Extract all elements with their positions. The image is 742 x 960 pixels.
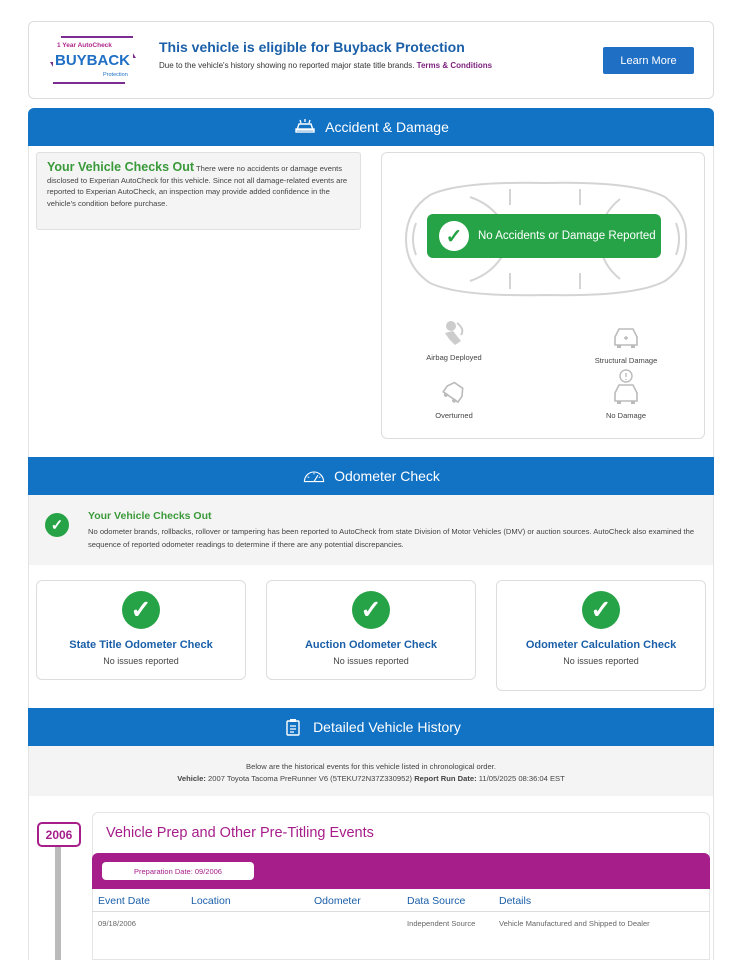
car-crash-icon: [293, 118, 317, 136]
run-date-label: Report Run Date:: [414, 773, 477, 783]
terms-conditions-link[interactable]: Terms & Conditions: [416, 61, 493, 70]
no-damage-icon: [611, 369, 641, 405]
auction-odometer-card: [266, 580, 476, 680]
odometer-checks-text: No odometer brands, rollbacks, rollover or tampering has been reported to AutoCheck from state Division of Motor Vehicles (DMV) or auction sources. AutoCheck also examined the sequence of reported odometer readings to determine if there are any potential discrepancies.: [88, 527, 695, 549]
no-accidents-badge: [427, 214, 661, 258]
checkmark-icon: ✓: [582, 591, 620, 629]
cell-data-source: Independent Source: [407, 919, 476, 928]
buyback-banner: [28, 21, 714, 99]
buyback-subtitle: [159, 61, 492, 70]
timeline-line: [55, 847, 61, 960]
logo-top-text: 1 Year AutoCheck: [57, 42, 112, 49]
learn-more-button[interactable]: Learn More: [603, 47, 694, 74]
column-header-event-date: Event Date: [98, 895, 150, 907]
accident-checks-heading: Your Vehicle Checks Out: [47, 160, 195, 174]
odometer-check-title: Odometer Check: [334, 468, 440, 484]
no-accidents-text: No Accidents or Damage Reported: [478, 230, 656, 242]
accident-checks-text: There were no accidents or damage events disclosed to Experian AutoCheck for this vehicle. Since not all damage-related events are reported to Experian AutoCheck, an inspection may provide added confidence in the vehicle's condition before purchase.: [47, 164, 348, 208]
history-intro: [28, 746, 714, 796]
damage-type-no-damage: [571, 369, 681, 420]
column-header-odometer: Odometer: [314, 895, 361, 907]
checkmark-icon: ✓: [439, 221, 469, 251]
odometer-card-status: No issues reported: [103, 656, 179, 666]
odometer-calculation-card: [496, 580, 706, 691]
cell-event-date: 09/18/2006: [98, 919, 137, 928]
vehicle-value: 2007 Toyota Tacoma PreRunner V6 (5TEKU72N37Z330952): [208, 773, 413, 783]
damage-type-airbag: [399, 319, 509, 362]
run-date-value: 11/05/2025 08:36:04 EST: [478, 773, 565, 783]
logo-main-text: BUYBACK: [55, 52, 130, 69]
overturned-icon: [441, 379, 467, 405]
clipboard-icon: [281, 718, 305, 736]
event-title: Vehicle Prep and Other Pre-Titling Events: [106, 825, 374, 841]
accident-damage-header: [28, 108, 714, 146]
odometer-gauge-icon: [302, 467, 326, 485]
vehicle-info-line: [29, 773, 713, 785]
damage-type-overturned: [399, 379, 509, 420]
damage-type-label: Structural Damage: [594, 356, 658, 365]
odometer-card-status: No issues reported: [563, 656, 639, 666]
checkmark-icon: ✓: [352, 591, 390, 629]
damage-type-label: Airbag Deployed: [426, 353, 482, 362]
buyback-title: This vehicle is eligible for Buyback Protection: [159, 39, 465, 55]
cell-details: Vehicle Manufactured and Shipped to Dealer: [499, 919, 650, 928]
history-intro-text: Below are the historical events for this vehicle listed in chronological order.: [246, 762, 496, 771]
odometer-card-title: Auction Odometer Check: [304, 639, 438, 651]
buyback-logo: [47, 32, 139, 88]
odometer-check-header: [28, 457, 714, 495]
odometer-checks-heading: Your Vehicle Checks Out: [88, 510, 212, 522]
accident-checks-out-box: [36, 152, 361, 230]
state-title-odometer-card: [36, 580, 246, 680]
checkmark-icon: ✓: [45, 513, 69, 537]
column-header-details: Details: [499, 895, 532, 907]
odometer-card-title: State Title Odometer Check: [69, 639, 213, 651]
odometer-card-title: Odometer Calculation Check: [525, 639, 677, 651]
column-header-data-source: Data Source: [407, 895, 466, 907]
column-header-location: Location: [191, 895, 231, 907]
damage-type-label: Overturned: [435, 411, 473, 420]
damage-type-label: No Damage: [605, 411, 647, 420]
logo-bottom-text: Protection: [103, 72, 128, 78]
structural-damage-icon: [611, 325, 641, 350]
damage-diagram-card: [381, 152, 705, 439]
odometer-card-status: No issues reported: [333, 656, 409, 666]
year-badge: 2006: [37, 822, 81, 847]
preparation-date-pill: Preparation Date: 09/2006: [102, 862, 254, 880]
vehicle-label: Vehicle:: [177, 773, 206, 783]
accident-damage-title: Accident & Damage: [325, 119, 449, 135]
airbag-icon: [441, 319, 467, 347]
odometer-summary: [28, 495, 714, 565]
vehicle-history-header: [28, 708, 714, 746]
damage-type-structural: [571, 325, 681, 365]
table-divider: [92, 911, 710, 912]
vehicle-history-title: Detailed Vehicle History: [313, 719, 461, 735]
checkmark-icon: ✓: [122, 591, 160, 629]
buyback-subtitle-text: Due to the vehicle's history showing no reported major state title brands.: [159, 61, 415, 70]
